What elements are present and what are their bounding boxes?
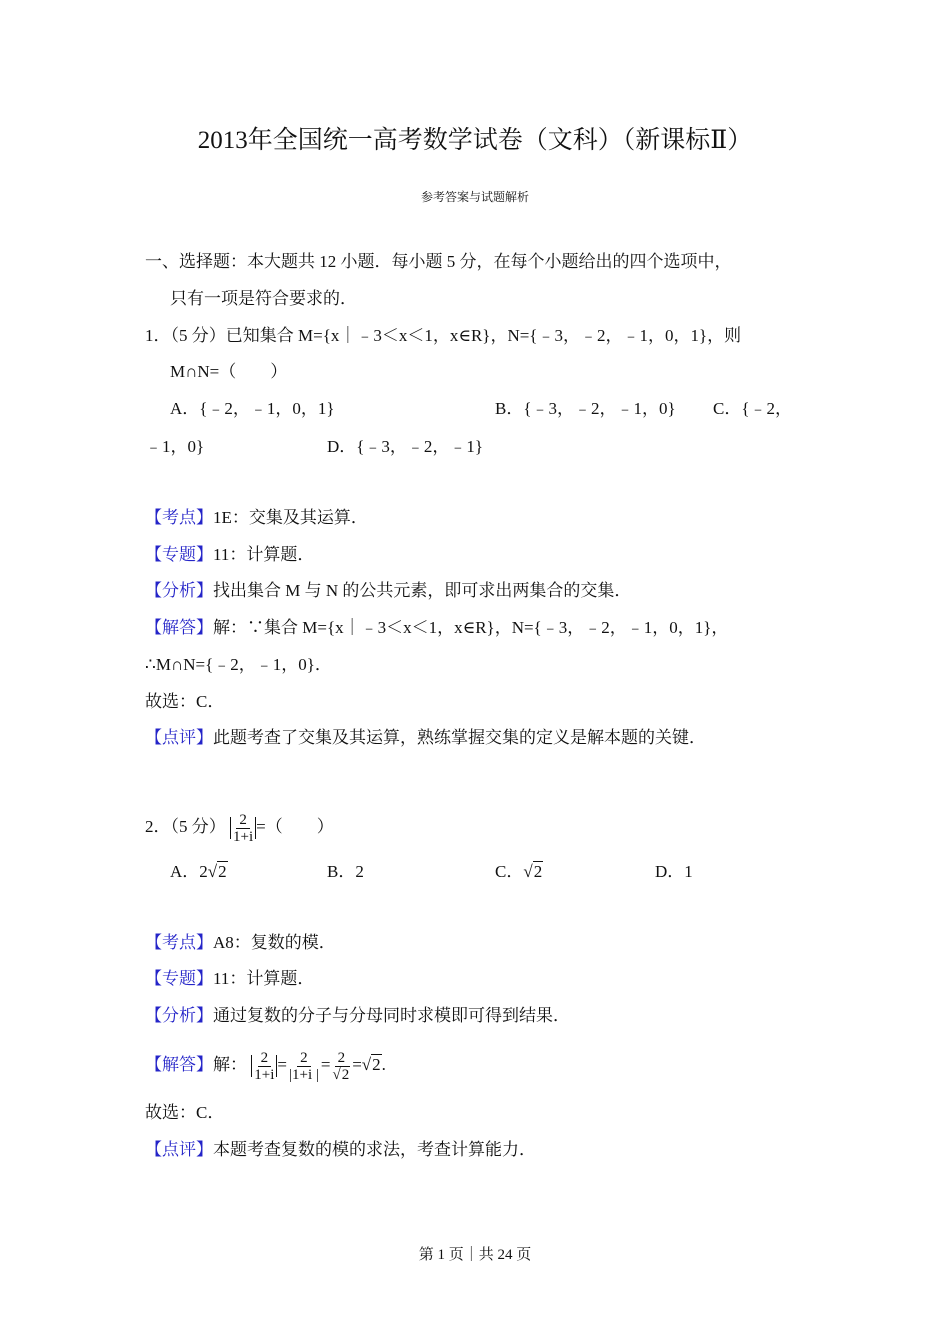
text-span [254, 1050, 274, 1083]
section-tag-label: 【解答】 [145, 618, 213, 637]
section-tag-label: 【专题】 [145, 545, 213, 564]
fraction [233, 812, 253, 845]
q1-option-b: B．{﹣3，﹣2，﹣1，0} [495, 399, 676, 418]
q2-option-b: B．2 [327, 862, 364, 881]
text-span: 2 [341, 1066, 350, 1083]
text-span: 1+i [254, 1066, 275, 1083]
text-span: = [320, 1055, 331, 1074]
text-span: 2 [335, 1050, 349, 1067]
q2-fenxi [145, 1005, 570, 1027]
text-span: 2 [297, 1050, 311, 1067]
q1-kaodian [145, 507, 368, 529]
section-tag-label: 【考点】 [145, 933, 213, 952]
text-span: 此题考查了交集及其运算，熟练掌握交集的定义是解本题的关键． [213, 728, 706, 747]
text-span: 解： [213, 1055, 247, 1074]
text-span [289, 1050, 319, 1083]
text-span: 2 [218, 862, 227, 881]
q1-option-a: A．{﹣2，﹣1，0，1} [170, 399, 335, 418]
text-span [332, 1050, 350, 1083]
text-span: |1+i | [288, 1066, 319, 1083]
text-span: 2 [372, 1055, 381, 1074]
text-span: 本题考查复数的模的求法，考查计算能力． [213, 1140, 536, 1159]
text-span [251, 1055, 252, 1077]
section-tag-label: 【点评】 [145, 728, 213, 747]
q1-stem-cont: M∩N=（ ） [170, 362, 288, 381]
section-tag-label: 【点评】 [145, 1140, 213, 1159]
q2-jieda: 【解答】解： $\frac{2}{1+i}$ = $\frac{2}{|1+i |}$ = $\frac{2}{√2}$ =√2. [145, 1049, 386, 1083]
q1-option-d: D．{﹣3，﹣2，﹣1} [327, 437, 484, 456]
text-span: 11：计算题． [213, 969, 315, 988]
text-span: =（ ） [256, 817, 334, 836]
text-span: 通过复数的分子与分母同时求模即可得到结果． [213, 1006, 570, 1025]
q1-option-c: C．{﹣2， [713, 399, 792, 418]
q1-fenxi [145, 580, 631, 602]
q2-dianping [145, 1139, 536, 1161]
sqrt-expression: √2 [361, 1055, 381, 1074]
section-tag-label: 【分析】 [145, 1006, 213, 1025]
sqrt-expression: √2 [207, 862, 227, 881]
q2-stem [145, 810, 334, 845]
sqrt-expression: √2 [332, 1066, 350, 1083]
q1-answer: 故选：C． [145, 692, 225, 711]
section-tag-label: 【考点】 [145, 508, 213, 527]
q1-stem: 1．（5 分）已知集合 M={x｜﹣3＜x＜1，x∈R}，N={﹣3，﹣2，﹣1，0，1}，则 [145, 326, 742, 345]
text-span: A．2 [170, 862, 208, 881]
section-tag-label: 【分析】 [145, 581, 213, 600]
q1-jieda [145, 617, 728, 639]
q1-dianping [145, 727, 706, 749]
text-span: 2 [236, 812, 250, 829]
q2-option-c [495, 861, 543, 883]
q2-kaodian [145, 932, 336, 954]
section-heading-cont: 只有一项是符合要求的． [170, 289, 357, 308]
text-span: 1E：交集及其运算． [213, 508, 368, 527]
q2-option-a [170, 861, 228, 883]
q1-jieda-cont: ∴M∩N={﹣2，﹣1，0}． [145, 655, 332, 674]
sqrt-expression: √2 [523, 862, 543, 881]
q2-zhuanti [145, 968, 314, 990]
text-span: = [352, 1055, 362, 1074]
text-span: 2 [258, 1050, 272, 1067]
text-span: 找出集合 M 与 N 的公共元素，即可求出两集合的交集． [213, 581, 632, 600]
section-heading: 一、选择题：本大题共 12 小题．每小题 5 分，在每个小题给出的四个选项中， [145, 252, 732, 271]
page-footer: 第 1 页｜共 24 页 [418, 1247, 532, 1263]
text-span: 1+i [233, 828, 254, 845]
text-span: = [277, 1055, 287, 1074]
section-tag-label: 【解答】 [145, 1055, 213, 1074]
text-span: 解：∵集合 M={x｜﹣3＜x＜1，x∈R}，N={﹣3，﹣2，﹣1，0，1}， [213, 618, 729, 637]
text-span: 11：计算题． [213, 545, 315, 564]
text-span: 2．（5 分） [145, 817, 226, 836]
section-tag-label: 【专题】 [145, 969, 213, 988]
page-subtitle: 参考答案与试题解析 [420, 190, 529, 204]
page-title: 2013年全国统一高考数学试卷（文科）（新课标Ⅱ） [197, 127, 753, 154]
text-span [230, 817, 231, 839]
text-span: A8：复数的模． [213, 933, 336, 952]
q2-option-d: D．1 [655, 862, 693, 881]
q1-zhuanti [145, 544, 314, 566]
text-span: C． [495, 862, 524, 881]
q1-option-c-cont: ﹣1，0} [145, 437, 205, 456]
q2-answer: 故选：C． [145, 1103, 225, 1122]
text-span: 2 [533, 862, 543, 881]
